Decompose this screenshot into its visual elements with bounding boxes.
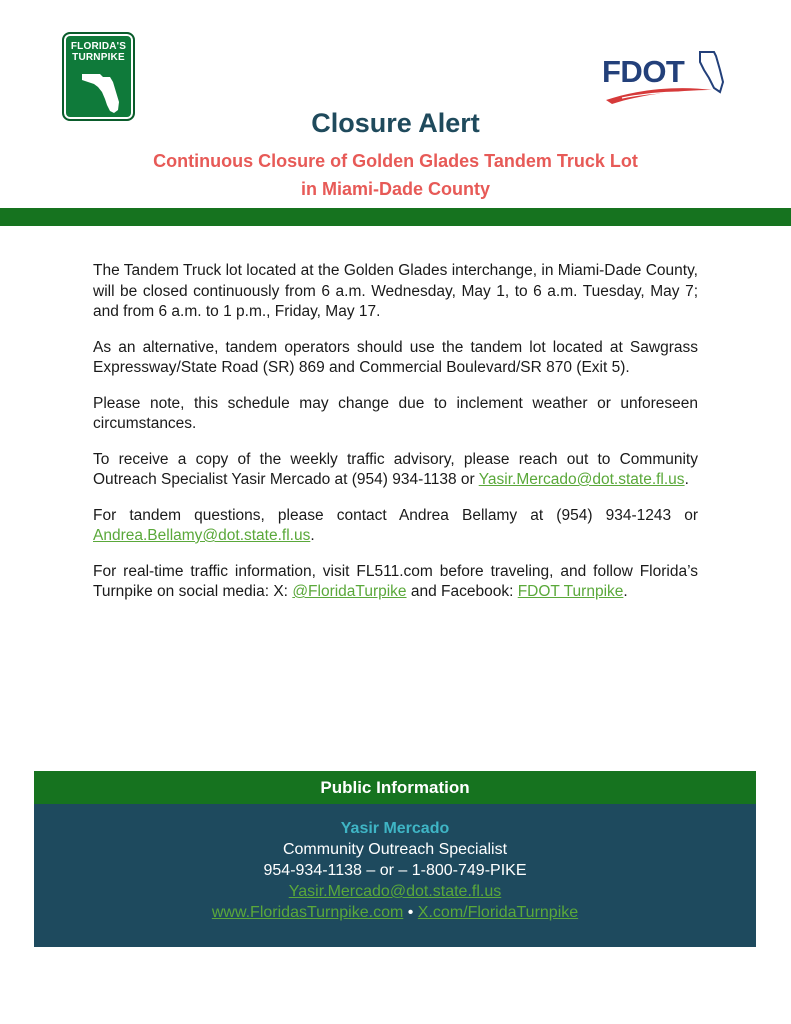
- advisory-text: To receive a copy of the weekly traffic advisory, please reach out to Community Outreach Specialist Yasir Mercado at (954) 934-1138 or: [93, 450, 698, 488]
- andrea-email-link[interactable]: Andrea.Bellamy@dot.state.fl.us: [93, 527, 311, 544]
- subtitle-line-1: Continuous Closure of Golden Glades Tandem Truck Lot: [153, 151, 638, 171]
- public-information-header: Public Information: [34, 771, 756, 804]
- traffic-end: .: [623, 583, 628, 600]
- facebook-link[interactable]: FDOT Turnpike: [517, 583, 624, 600]
- paragraph-tandem-questions: [93, 506, 698, 547]
- contact-role: Community Outreach Specialist: [282, 841, 508, 858]
- subtitle-line-2: in Miami-Dade County: [300, 179, 490, 199]
- public-information-box: [34, 804, 756, 947]
- traffic-mid: and Facebook:: [406, 583, 518, 600]
- contact-email-link[interactable]: Yasir.Mercado@dot.state.fl.us: [288, 883, 502, 900]
- turnpike-logo-text: FLORIDA'S TURNPIKE: [70, 41, 127, 63]
- alert-subtitle: [0, 147, 791, 203]
- fdot-logo: [602, 48, 726, 106]
- x-profile-link[interactable]: X.com/FloridaTurnpike: [417, 904, 579, 921]
- tandem-end: .: [310, 527, 315, 544]
- tandem-text: For tandem questions, please contact Andrea Bellamy at (954) 934-1243 or: [93, 506, 698, 524]
- x-handle-link[interactable]: @FloridaTurpike: [292, 583, 407, 600]
- website-link[interactable]: www.FloridasTurnpike.com: [211, 904, 404, 921]
- yasir-email-link[interactable]: Yasir.Mercado@dot.state.fl.us: [478, 471, 685, 488]
- fdot-logo-text: FDOT: [602, 54, 685, 89]
- contact-name: Yasir Mercado: [340, 820, 450, 837]
- paragraph-alternative-lot: As an alternative, tandem operators should use the tandem lot located at Sawgrass Expressway/State Road (SR) 869 and Commercial Boulevard/SR 870 (Exit 5).: [93, 338, 698, 376]
- paragraph-schedule-note: Please note, this schedule may change due to inclement weather or unforeseen circumstances.: [93, 394, 698, 432]
- page-title: Closure Alert: [311, 108, 480, 138]
- contact-links: [34, 902, 756, 923]
- contact-phones: 954-934-1138 – or – 1-800-749-PIKE: [263, 862, 527, 879]
- green-divider-band: [0, 208, 791, 226]
- alert-body: [93, 261, 698, 618]
- paragraph-closure-schedule: The Tandem Truck lot located at the Golden Glades interchange, in Miami-Dade County, will be closed continuously from 6 a.m. Wednesday, May 1, to 6 a.m. Tuesday, May 7; and from 6 a.m. to 1 p.m., Friday, May 17.: [93, 262, 698, 320]
- link-separator: •: [403, 904, 418, 921]
- paragraph-real-time-traffic: [93, 562, 698, 603]
- paragraph-weekly-advisory: [93, 450, 698, 491]
- advisory-end: .: [684, 471, 689, 488]
- traffic-text: For real-time traffic information, visit FL511.com before traveling, and follow Florida’s Turnpike on social media: X:: [93, 562, 698, 600]
